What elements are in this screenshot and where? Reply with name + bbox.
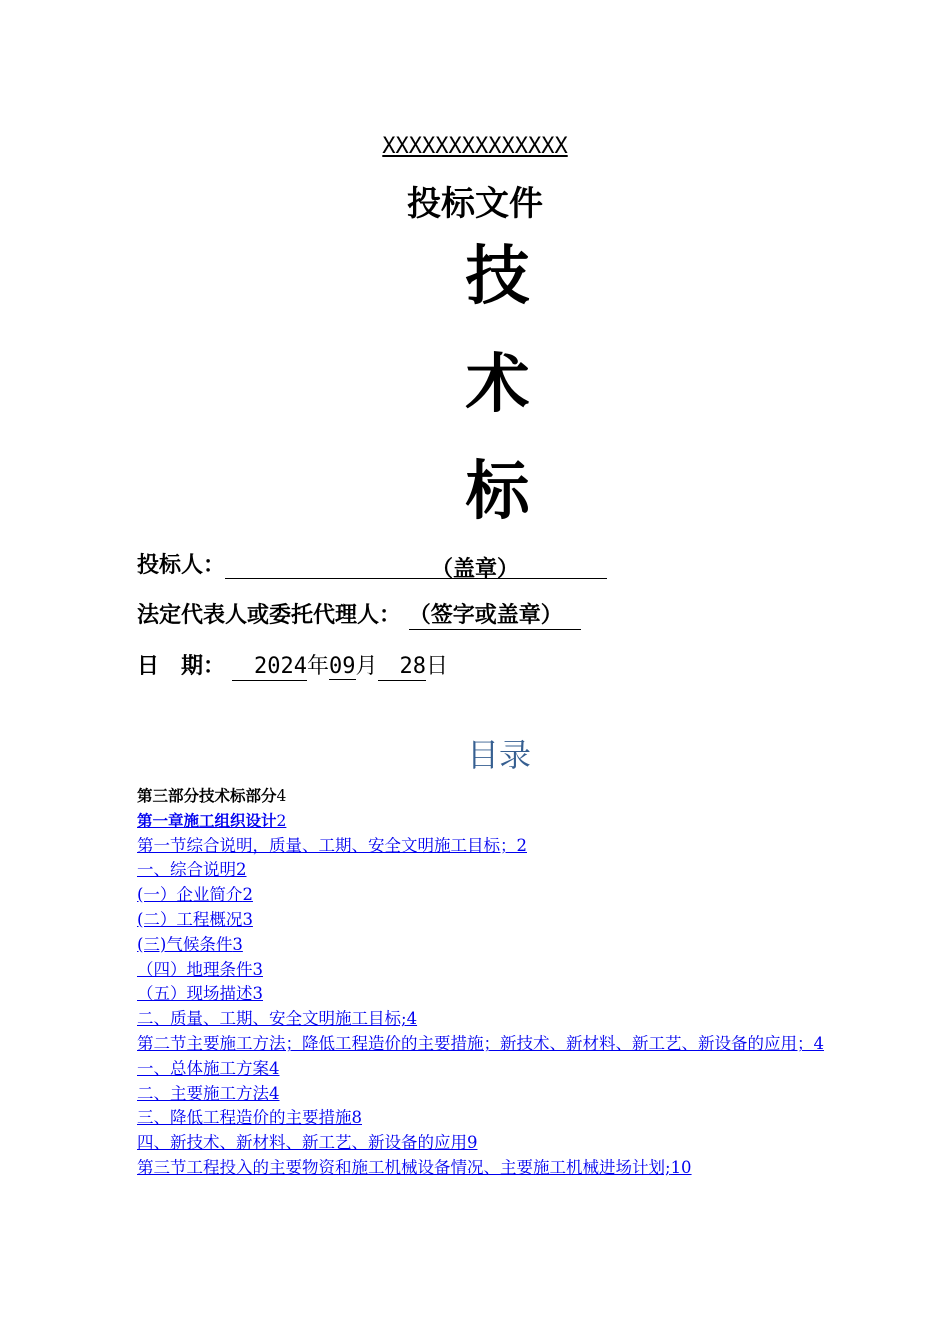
representative-label: 法定代表人或委托代理人： [137, 603, 402, 628]
toc-item[interactable]: （五）现场描述3 [137, 984, 263, 1004]
representative-sign-text: （签字或盖章） [409, 598, 581, 630]
date-field [137, 649, 448, 681]
toc-item: 第三部分技术标部分4 [137, 787, 287, 805]
month-unit: 月 [355, 654, 378, 679]
toc-item[interactable]: 第二节主要施工方法；降低工程造价的主要措施；新技术、新材料、新工艺、新设备的应用；4 [137, 1033, 824, 1053]
bidder-seal-text: （盖章） [431, 557, 520, 582]
toc-item[interactable]: (二）工程概况3 [137, 909, 253, 929]
cover-char-1: 技 [465, 240, 530, 314]
toc-item[interactable]: 二、质量、工期、安全文明施工目标;4 [137, 1009, 418, 1029]
toc-item[interactable]: 第一节综合说明，质量、工期、安全文明施工目标；2 [137, 835, 527, 855]
year-unit: 年 [307, 654, 330, 679]
toc-item[interactable]: 第一章施工组织设计2 [137, 811, 287, 830]
toc-item[interactable]: (一）企业简介2 [137, 885, 253, 905]
toc-item[interactable]: 一、总体施工方案4 [137, 1058, 280, 1078]
date-year: 2024 [232, 649, 307, 681]
bidder-label: 投标人： [137, 553, 226, 578]
document-type-title: 投标文件 [407, 184, 543, 224]
date-month: 09 [329, 654, 356, 679]
date-day: 28 [378, 649, 427, 681]
table-of-contents [137, 784, 867, 1181]
toc-item[interactable]: （四）地理条件3 [137, 959, 263, 979]
toc-item[interactable]: 二、主要施工方法4 [137, 1083, 280, 1103]
bidder-blank [225, 552, 607, 582]
cover-char-2: 术 [465, 348, 530, 422]
project-name: XXXXXXXXXXXXXX [382, 134, 568, 159]
bidder-field [137, 548, 607, 582]
date-label: 日 期： [137, 654, 226, 679]
toc-item[interactable]: 第三节工程投入的主要物资和施工机械设备情况、主要施工机械进场计划;10 [137, 1157, 692, 1177]
toc-item[interactable]: 一、综合说明2 [137, 860, 247, 880]
day-unit: 日 [426, 654, 449, 679]
toc-title: 目录 [466, 736, 531, 774]
cover-char-3: 标 [465, 455, 530, 529]
toc-item[interactable]: 四、新技术、新材料、新工艺、新设备的应用9 [137, 1133, 478, 1153]
toc-item[interactable]: 三、降低工程造价的主要措施8 [137, 1108, 362, 1128]
representative-field [137, 598, 581, 630]
toc-item[interactable]: (三)气候条件3 [137, 934, 243, 954]
